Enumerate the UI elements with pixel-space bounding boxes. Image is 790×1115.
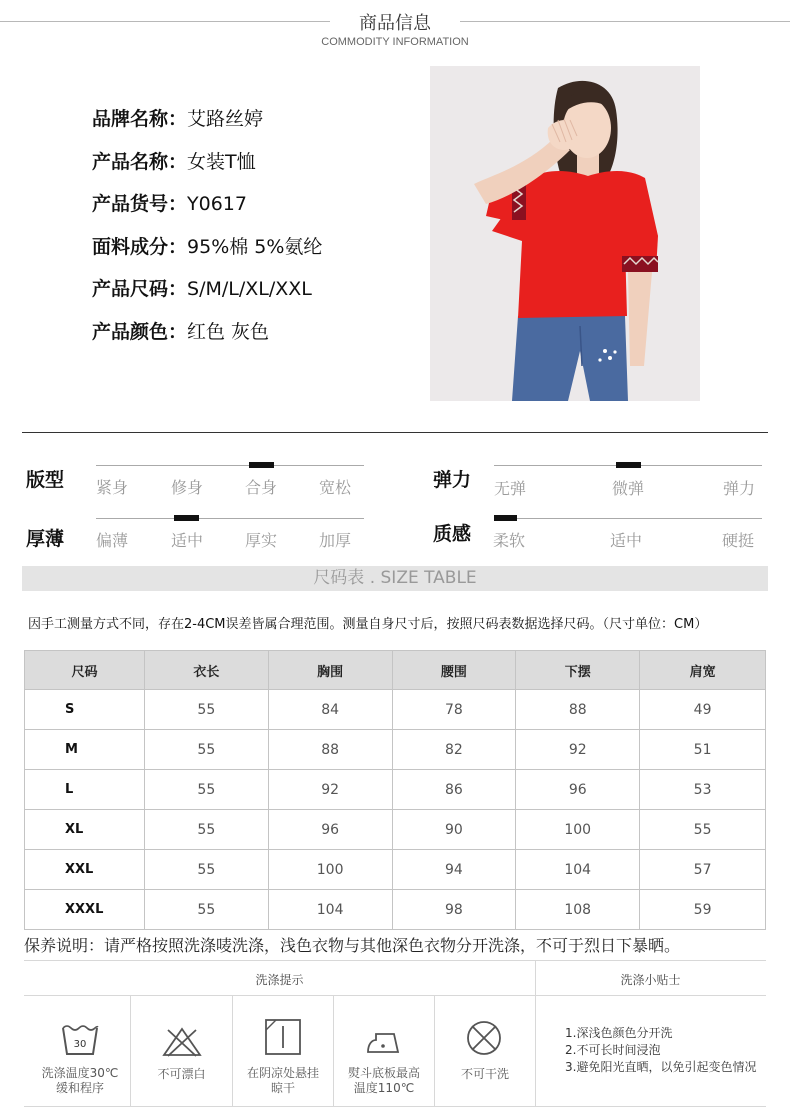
scale-title-texture: 质感 [433,523,472,545]
table-cell: 84 [268,690,392,730]
table-row [25,770,766,810]
caption-line: 在阴凉处悬挂 [246,1066,319,1080]
scale-line-texture [494,518,762,519]
section-title: 商品信息 [359,13,431,34]
table-cell: 55 [144,810,268,850]
table-row [25,890,766,930]
table-cell: L [25,770,145,810]
wash-cell-sep [130,995,131,1106]
info-row-sizes [92,274,322,317]
tip-line: 1.深浅色颜色分开洗 [565,1026,673,1040]
info-label: 产品颜色： [92,320,188,343]
product-info [92,104,322,359]
table-cell: 59 [640,890,766,930]
scale-marker-thickness [174,515,199,521]
table-cell: 55 [144,730,268,770]
wash-caption [334,1066,434,1096]
scale-option: 硬挺 [722,531,755,550]
scale-option: 适中 [171,531,204,550]
scale-option: 微弹 [612,479,645,498]
size-table-note: 因手工测量方式不同，存在2-4CM误差皆属合理范围。测量自身尺寸后，按照尺码表数据选择尺码。（尺寸单位：CM） [28,617,708,632]
info-value: S/M/L/XL/XXL [187,278,312,300]
table-header: 下摆 [516,651,640,690]
wash-caption [435,1067,535,1082]
scale-option: 无弹 [494,479,527,498]
info-label: 产品货号： [92,193,188,215]
wash-30-icon [60,1022,100,1060]
table-row [25,690,766,730]
wash-left-title: 洗涤提示 [255,973,304,987]
scale-marker-fit [249,462,274,468]
table-row [25,850,766,890]
table-cell: 55 [144,850,268,890]
table-cell: 51 [640,730,766,770]
table-cell: 55 [144,770,268,810]
info-label: 品牌名称： [92,108,188,130]
info-row-sku [92,189,322,232]
care-instructions: 保养说明：请严格按照洗涤唛洗涤，浅色衣物与其他深色衣物分开洗涤，不可于烈日下暴晒。 [24,936,681,955]
scale-line-fit [96,465,364,466]
scale-option: 合身 [245,478,278,497]
scale-option: 柔软 [493,531,526,550]
info-row-brand [92,104,322,147]
info-label: 产品尺码： [92,278,188,300]
table-cell: 92 [516,730,640,770]
caption-line: 缓和程序 [55,1081,104,1095]
caption-line: 温度110℃ [353,1081,415,1095]
tip-line: 2.不可长时间浸泡 [565,1043,661,1057]
table-cell: 96 [516,770,640,810]
table-cell: S [25,690,145,730]
section-subtitle: COMMODITY INFORMATION [321,36,469,48]
table-cell: 57 [640,850,766,890]
wash-caption [30,1066,130,1096]
info-row-fabric [92,232,322,275]
scale-title-stretch: 弹力 [433,469,472,491]
table-cell: XL [25,810,145,850]
section-divider [22,432,768,433]
table-cell: XXXL [25,890,145,930]
wash-panel-top-line [24,960,766,961]
info-value: 女装T恤 [187,150,256,173]
table-cell: 55 [144,890,268,930]
table-cell: 104 [268,890,392,930]
table-cell: 53 [640,770,766,810]
table-cell: 55 [640,810,766,850]
table-cell: 104 [516,850,640,890]
table-cell: 92 [268,770,392,810]
table-header: 衣长 [144,651,268,690]
info-row-name [92,147,322,190]
scale-option: 加厚 [319,531,352,550]
table-cell: 100 [268,850,392,890]
wash-caption [233,1066,333,1096]
wash-tips [565,1025,756,1076]
caption-line: 不可漂白 [157,1067,206,1081]
table-header: 腰围 [392,651,516,690]
table-header-row [25,651,766,690]
scale-marker-texture [494,515,517,521]
no-bleach-icon [162,1026,202,1062]
no-tumble-dry-icon [465,1019,503,1061]
wash-panel-bottom-line [24,1106,766,1107]
table-cell: 96 [268,810,392,850]
info-value: 红色 灰色 [187,320,270,343]
table-cell: 82 [392,730,516,770]
iron-110-icon [364,1030,404,1060]
tip-line: 3.避免阳光直晒，以免引起变色情况 [565,1060,757,1074]
scale-option: 紧身 [96,478,129,497]
table-cell: 78 [392,690,516,730]
scale-title-thickness: 厚薄 [26,528,65,550]
caption-line: 不可干洗 [460,1067,509,1081]
info-value: 艾路丝婷 [187,108,264,130]
table-row [25,810,766,850]
scale-option: 弹力 [723,479,756,498]
table-cell: 100 [516,810,640,850]
info-label: 面料成分： [92,235,188,258]
info-label: 产品名称： [92,150,188,173]
table-cell: 94 [392,850,516,890]
caption-line: 熨斗底板最高 [347,1066,420,1080]
table-cell: M [25,730,145,770]
wash-temp-number: 30 [73,1039,87,1050]
table-row [25,730,766,770]
table-cell: 49 [640,690,766,730]
info-value: 95%棉 5%氨纶 [187,235,323,258]
scale-option: 偏薄 [96,531,129,550]
wash-panel-header-line [24,995,766,996]
info-row-colors [92,317,322,360]
model-illustration [430,66,700,401]
table-cell: 88 [268,730,392,770]
table-cell: 55 [144,690,268,730]
table-cell: XXL [25,850,145,890]
table-cell: 98 [392,890,516,930]
info-value: Y0617 [187,193,247,215]
scale-option: 宽松 [319,478,352,497]
table-header: 胸围 [268,651,392,690]
scale-option: 厚实 [245,531,278,550]
table-cell: 90 [392,810,516,850]
scale-marker-stretch [616,462,641,468]
table-header: 尺码 [25,651,145,690]
wash-caption [131,1067,232,1082]
caption-line: 洗涤温度30℃ [41,1066,119,1080]
scale-option: 适中 [610,531,643,550]
scale-option: 修身 [171,478,204,497]
table-cell: 88 [516,690,640,730]
scale-title-fit: 版型 [26,469,65,491]
scale-line-thickness [96,518,364,519]
table-cell: 86 [392,770,516,810]
product-photo [430,66,700,401]
caption-line: 晾干 [270,1081,295,1095]
wash-right-title: 洗涤小贴士 [620,973,681,987]
table-header: 肩宽 [640,651,766,690]
size-table-banner: 尺码表 . SIZE TABLE [22,566,768,591]
shade-hang-dry-icon [264,1018,302,1060]
size-table [24,650,766,930]
table-cell: 108 [516,890,640,930]
wash-cell-sep [434,995,435,1106]
